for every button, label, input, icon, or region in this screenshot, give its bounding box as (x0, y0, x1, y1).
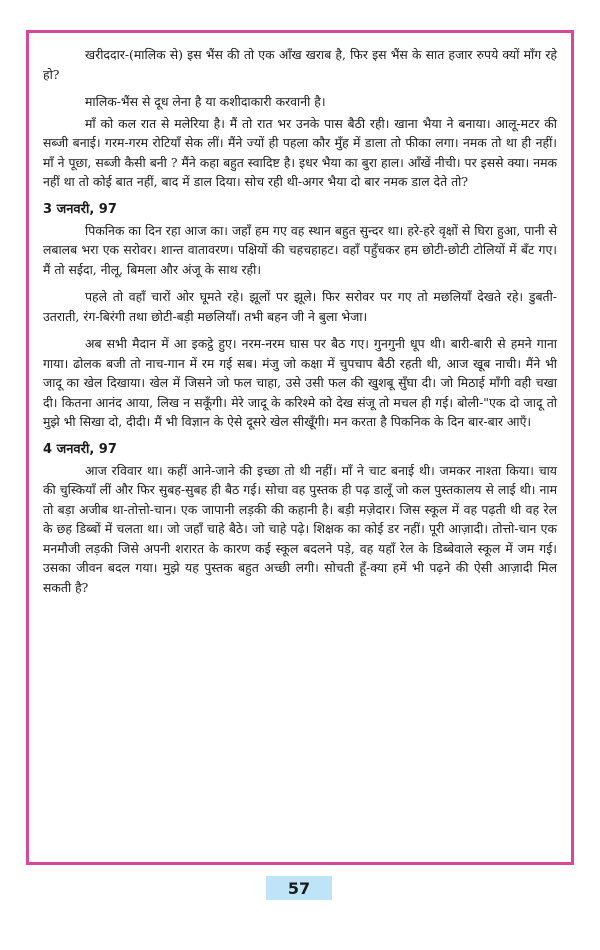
paragraph: पिकनिक का दिन रहा आज का। जहाँ हम गए वह स्थान बहुत सुन्दर था। हरे-हरे वृक्षों से घिरा हुआ, पानी से लबालब भरा एक सरोवर। शान्त वातावरण। पक्षियों की चहचहाहट। वहाँ पहुँचकर हम छोटी-छोटी टोलियों में बँट गए। मैं तो सईदा, नीलू, बिमला और अंजू के साथ रही। (43, 222, 557, 277)
paragraph: माँ को कल रात से मलेरिया है। मैं तो रात भर उनके पास बैठी रही। खाना भैया ने बनाया। आलू-मटर की सब्जी बनाई। गरम-गरम रोटियाँ सेक लीं। मैंने ज्यों ही पहला कौर मुँह में डाला तो फीका लगा। नमक तो था ही नहीं। माँ ने पूछा, सब्जी कैसी बनी ? मैंने कहा बहुत स्वादिष्ट है। इधर भैया का बुरा हाल। आँखें नीची। पर इससे क्या। नमक नहीं था तो कोई बात नहीं, बाद में डाल दिया। सोच रही थी-अगर भैया दो बार नमक डाल देते तो? (43, 115, 557, 189)
content-frame (26, 30, 574, 865)
diary-date-heading: 3 जनवरी, 97 (43, 201, 117, 217)
diary-date-heading: 4 जनवरी, 97 (43, 441, 117, 457)
paragraph: पहले तो वहाँ चारों ओर घूमते रहे। झूलों पर झूले। फिर सरोवर पर गए तो मछलियाँ देखते रहे। डुबती-उतराती, रंग-बिरंगी तथा छोटी-बड़ी मछलियाँ। तभी बहन जी ने बुला भेजा। (43, 289, 557, 324)
paragraph: आज रविवार था। कहीं आने-जाने की इच्छा तो थी नहीं। माँ ने चाट बनाई थी। जमकर नाश्ता किया। चाय की चुस्कियाँ लीं और फिर सुबह-सुबह ही बैठ गई। सोचा वह पुस्तक ही पढ़ डालूँ जो कल पुस्तकालय से लाई थी। नाम तो बड़ा अजीब था-तोत्तो-चान। एक जापानी लड़की की कहानी है। बड़ी मज़ेदार। जिस स्कूल में वह पढ़ती थी वह रेल के छह डिब्बों में चलता था। जो जहाँ चाहे बैठे। जो चाहे पढ़े। शिक्षक का कोई डर नहीं। पूरी आज़ादी। तोत्तो-चान एक मनमौजी लड़की जिसे अपनी शरारत के कारण कई स्कूल बदलने पड़े, वह यहाँ रेल के डिब्बेवाले स्कूल में जम गई। उसका जीवन बदल गया। मुझे यह पुस्तक बहुत अच्छी लगी। सोचती हूँ-क्या हमें भी पढ़ने की ऐसी आज़ादी मिल सकती है? (43, 462, 557, 595)
paragraph: खरीददार-(मालिक से) इस भैंस की तो एक आँख खराब है, फिर इस भैंस के सात हजार रुपये क्यों माँग रहे हो? (43, 47, 557, 82)
paragraph: मालिक-भैंस से दूध लेना है या कशीदाकारी करवानी है। (85, 94, 326, 109)
paragraph: अब सभी मैदान में आ इकट्ठे हुए। नरम-नरम घास पर बैठ गए। गुनगुनी धूप थी। बारी-बारी से हमने गाना गाया। ढोलक बजी तो नाच-गान में रम गई सब। मंजु जो कक्षा में चुपचाप बैठी रहती थी, आज खूब नाची। मैंने भी जादू का खेल दिखाया। खेल में जिसने जो फल चाहा, उसे उसी फल की खुशबू सुँघा दी। जो मिठाई माँगी वही चखा दी। कितना आनंद आया, लिख न सकूँगी। मेरे जादू के करिश्मे को देख संजू तो मचल ही गई। बोली-"एक दो जादू तो मुझे भी सिखा दो, दीदी। मैं भी विज्ञान के ऐसे दूसरे खेल सीखूँगी। मन करता है पिकनिक के दिन बार-बार आएँ। (43, 336, 557, 429)
page-number: 57 (266, 876, 332, 900)
